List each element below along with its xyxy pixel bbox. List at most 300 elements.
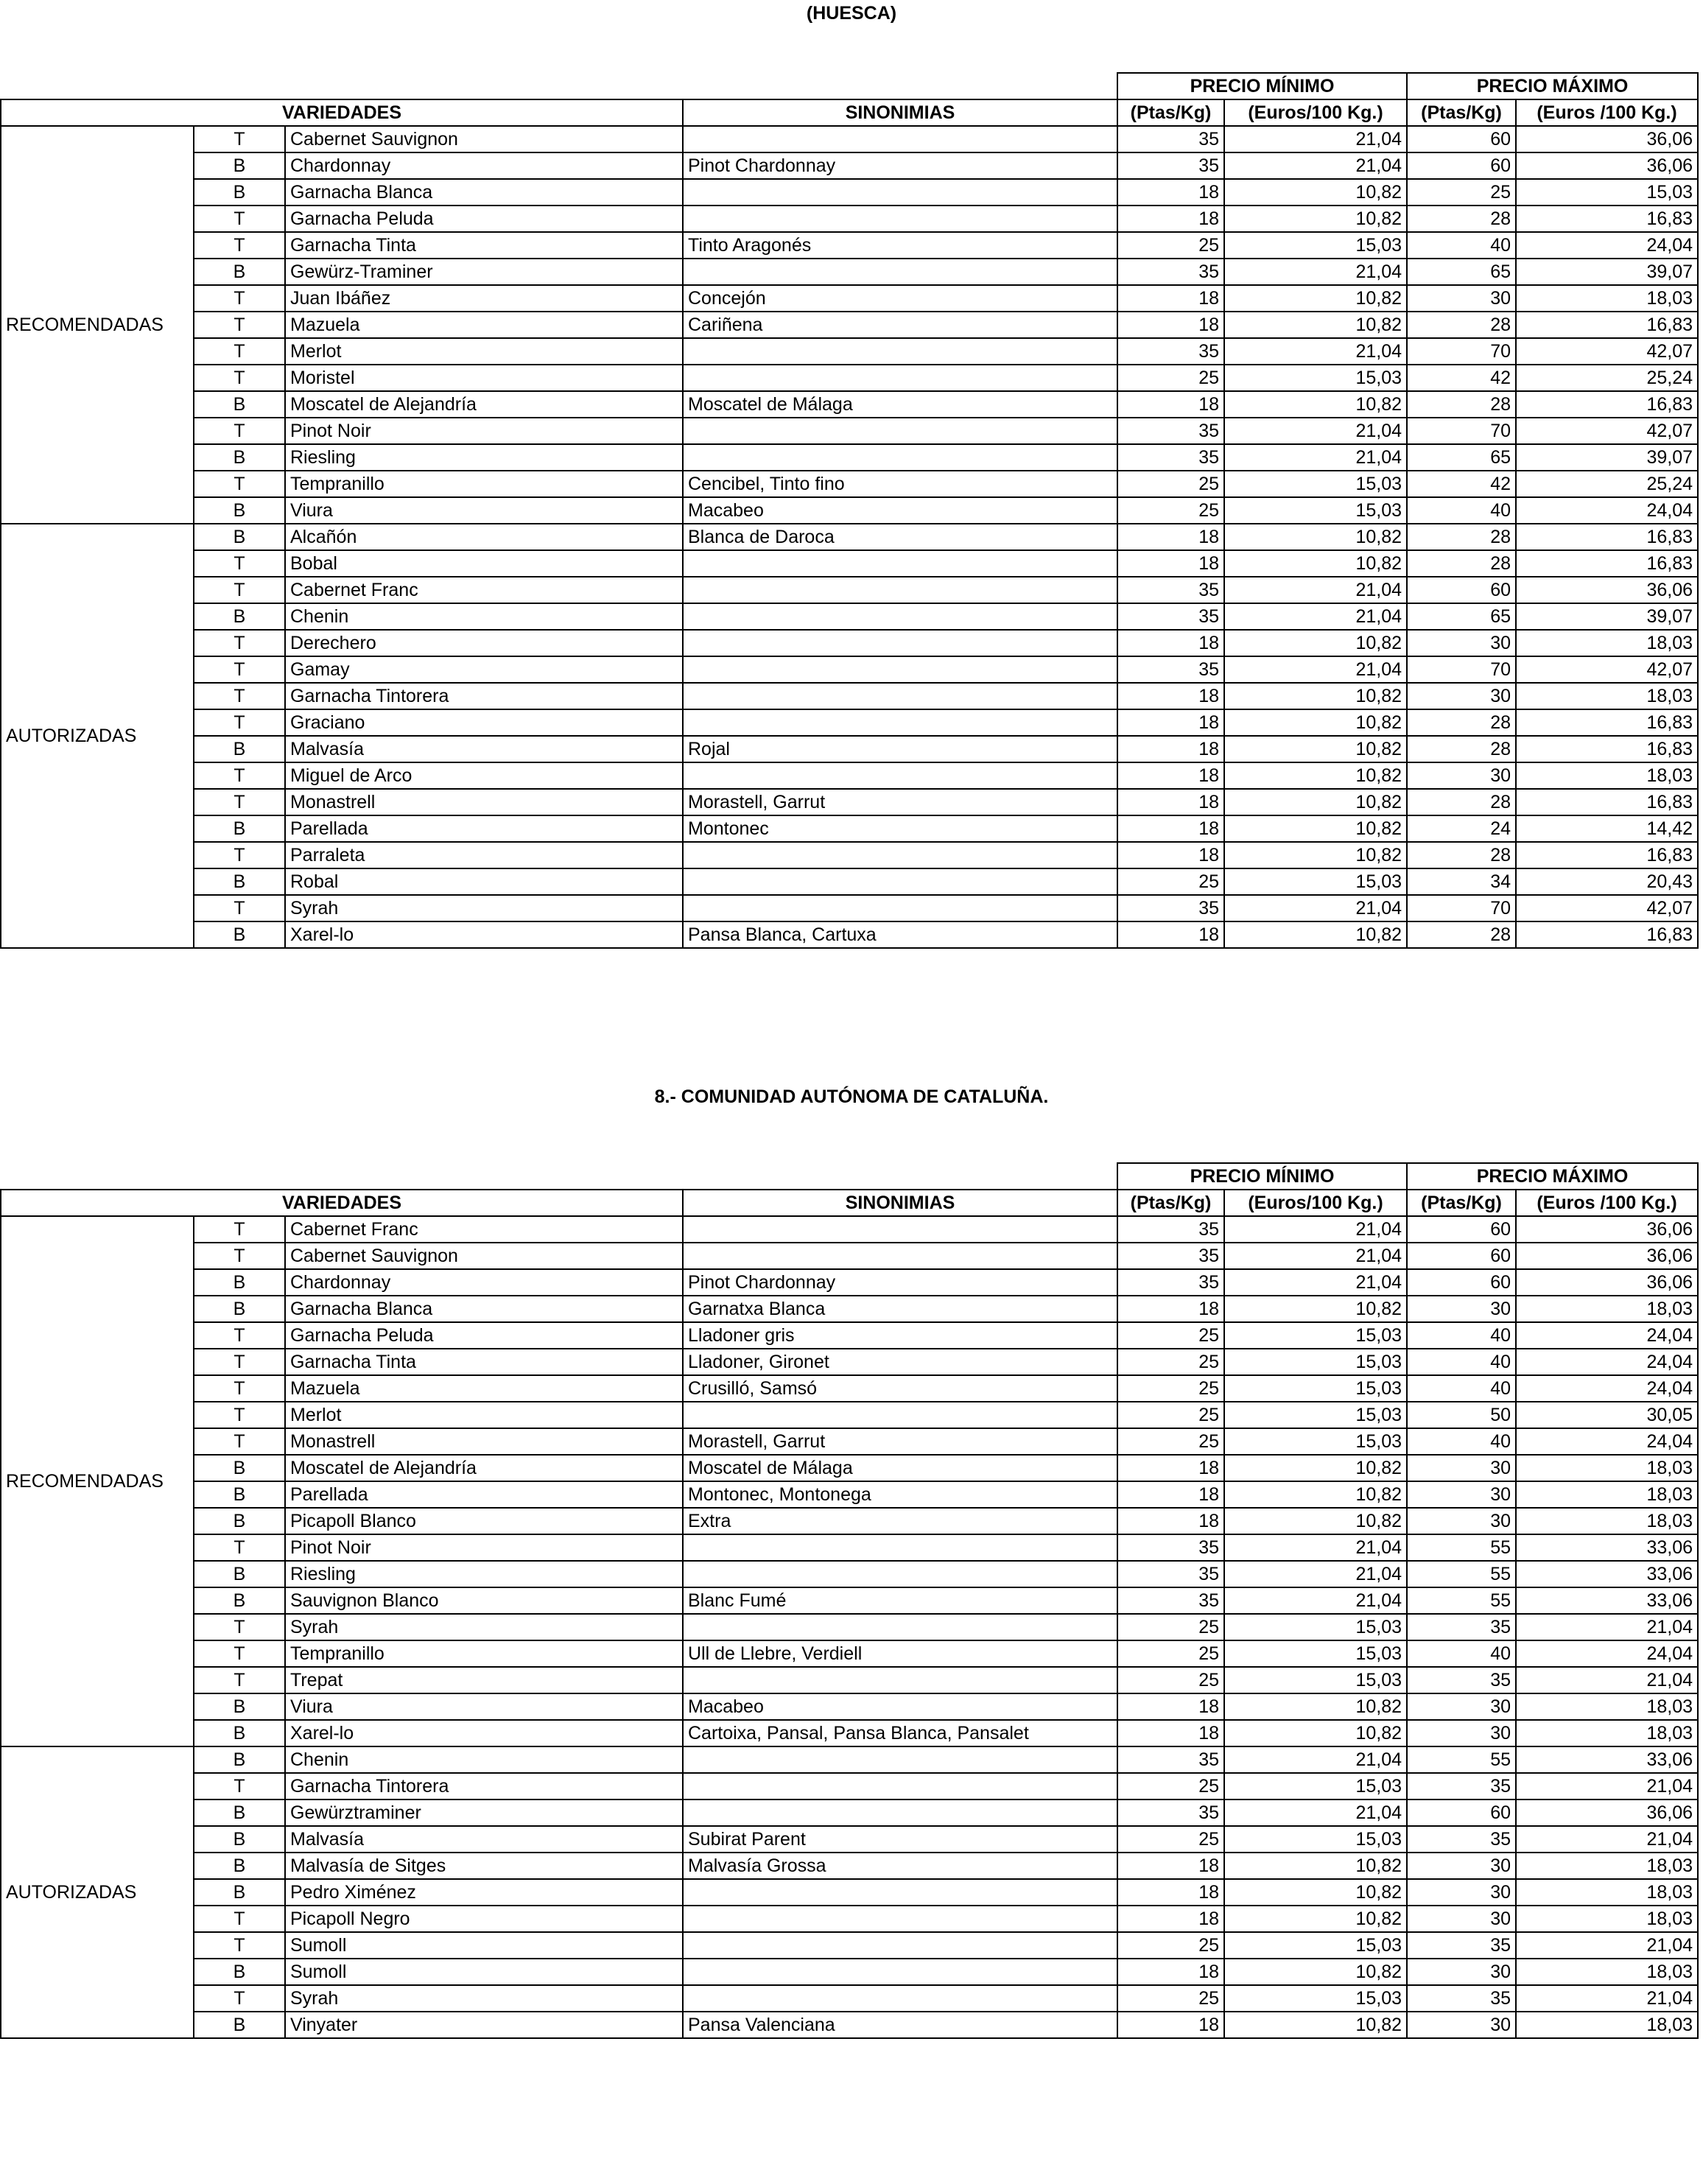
variety-name: Riesling bbox=[285, 444, 683, 471]
variety-name: Moscatel de Alejandría bbox=[285, 391, 683, 418]
euros-min-value: 15,03 bbox=[1224, 1402, 1407, 1428]
synonyms bbox=[683, 1746, 1117, 1773]
synonyms bbox=[683, 550, 1117, 577]
euros-min-value: 10,82 bbox=[1224, 2012, 1407, 2038]
color-code: B bbox=[194, 1481, 285, 1508]
table-row bbox=[1, 471, 1698, 497]
euros-min-value: 15,03 bbox=[1224, 1322, 1407, 1349]
price-table-cataluna bbox=[0, 1162, 1699, 2039]
euros-min-value: 15,03 bbox=[1224, 365, 1407, 391]
variety-name: Malvasía bbox=[285, 1826, 683, 1853]
euros-min-value: 10,82 bbox=[1224, 815, 1407, 842]
ptas-min-value: 25 bbox=[1117, 1349, 1224, 1375]
header-precio-maximo: PRECIO MÁXIMO bbox=[1407, 1163, 1698, 1190]
variety-name: Pinot Noir bbox=[285, 418, 683, 444]
ptas-max-value: 40 bbox=[1407, 1322, 1516, 1349]
table-row bbox=[1, 497, 1698, 524]
table-row bbox=[1, 1481, 1698, 1508]
ptas-max-value: 40 bbox=[1407, 1428, 1516, 1455]
euros-max-value: 21,04 bbox=[1516, 1932, 1698, 1959]
color-code: B bbox=[194, 736, 285, 762]
euros-max-value: 33,06 bbox=[1516, 1746, 1698, 1773]
euros-max-value: 16,83 bbox=[1516, 391, 1698, 418]
variety-name: Sumoll bbox=[285, 1959, 683, 1985]
table-row bbox=[1, 736, 1698, 762]
ptas-min-value: 18 bbox=[1117, 1906, 1224, 1932]
variety-name: Sumoll bbox=[285, 1932, 683, 1959]
header-row-price-groups bbox=[1, 1163, 1698, 1190]
synonyms bbox=[683, 338, 1117, 365]
ptas-max-value: 28 bbox=[1407, 312, 1516, 338]
variety-name: Viura bbox=[285, 1693, 683, 1720]
table-row bbox=[1, 206, 1698, 232]
ptas-max-value: 28 bbox=[1407, 524, 1516, 550]
synonyms: Concejón bbox=[683, 285, 1117, 312]
euros-min-value: 15,03 bbox=[1224, 1773, 1407, 1799]
ptas-min-value: 35 bbox=[1117, 1243, 1224, 1269]
variety-name: Miguel de Arco bbox=[285, 762, 683, 789]
ptas-max-value: 40 bbox=[1407, 1375, 1516, 1402]
table-row bbox=[1, 1906, 1698, 1932]
table-row bbox=[1, 1720, 1698, 1746]
synonyms bbox=[683, 1879, 1117, 1906]
ptas-max-value: 70 bbox=[1407, 895, 1516, 921]
table-row bbox=[1, 1826, 1698, 1853]
synonyms: Morastell, Garrut bbox=[683, 789, 1117, 815]
variety-name: Monastrell bbox=[285, 789, 683, 815]
euros-max-value: 15,03 bbox=[1516, 179, 1698, 206]
ptas-min-value: 35 bbox=[1117, 418, 1224, 444]
table-row bbox=[1, 1985, 1698, 2012]
variety-name: Malvasía bbox=[285, 736, 683, 762]
ptas-min-value: 25 bbox=[1117, 497, 1224, 524]
synonyms bbox=[683, 126, 1117, 152]
header-ptas-max: (Ptas/Kg) bbox=[1407, 1190, 1516, 1216]
euros-min-value: 10,82 bbox=[1224, 709, 1407, 736]
euros-min-value: 15,03 bbox=[1224, 1375, 1407, 1402]
color-code: T bbox=[194, 418, 285, 444]
table-row bbox=[1, 232, 1698, 259]
ptas-max-value: 70 bbox=[1407, 338, 1516, 365]
synonyms bbox=[683, 1561, 1117, 1587]
ptas-min-value: 25 bbox=[1117, 1932, 1224, 1959]
synonyms: Lladoner gris bbox=[683, 1322, 1117, 1349]
variety-name: Syrah bbox=[285, 895, 683, 921]
table-row bbox=[1, 789, 1698, 815]
color-code: T bbox=[194, 1243, 285, 1269]
ptas-max-value: 30 bbox=[1407, 1455, 1516, 1481]
euros-min-value: 21,04 bbox=[1224, 603, 1407, 630]
variety-name: Syrah bbox=[285, 1614, 683, 1640]
variety-name: Cabernet Franc bbox=[285, 577, 683, 603]
synonyms: Cartoixa, Pansal, Pansa Blanca, Pansalet bbox=[683, 1720, 1117, 1746]
color-code: T bbox=[194, 1667, 285, 1693]
euros-min-value: 21,04 bbox=[1224, 656, 1407, 683]
category-label: RECOMENDADAS bbox=[1, 126, 194, 524]
color-code: T bbox=[194, 206, 285, 232]
header-spacer bbox=[1, 1163, 1117, 1190]
variety-name: Garnacha Blanca bbox=[285, 1296, 683, 1322]
header-row-price-groups bbox=[1, 73, 1698, 99]
ptas-min-value: 35 bbox=[1117, 1587, 1224, 1614]
ptas-max-value: 30 bbox=[1407, 1296, 1516, 1322]
ptas-max-value: 60 bbox=[1407, 126, 1516, 152]
euros-min-value: 21,04 bbox=[1224, 259, 1407, 285]
ptas-min-value: 18 bbox=[1117, 736, 1224, 762]
euros-max-value: 18,03 bbox=[1516, 1959, 1698, 1985]
synonyms bbox=[683, 895, 1117, 921]
ptas-min-value: 35 bbox=[1117, 1534, 1224, 1561]
euros-max-value: 42,07 bbox=[1516, 418, 1698, 444]
synonyms bbox=[683, 1216, 1117, 1243]
color-code: B bbox=[194, 1455, 285, 1481]
euros-min-value: 21,04 bbox=[1224, 338, 1407, 365]
synonyms bbox=[683, 656, 1117, 683]
category-label: AUTORIZADAS bbox=[1, 524, 194, 948]
euros-max-value: 42,07 bbox=[1516, 338, 1698, 365]
table-row bbox=[1, 1667, 1698, 1693]
table-row bbox=[1, 762, 1698, 789]
synonyms bbox=[683, 842, 1117, 868]
table-row bbox=[1, 312, 1698, 338]
ptas-min-value: 35 bbox=[1117, 1216, 1224, 1243]
ptas-max-value: 40 bbox=[1407, 232, 1516, 259]
ptas-min-value: 18 bbox=[1117, 1720, 1224, 1746]
variety-name: Parellada bbox=[285, 815, 683, 842]
ptas-min-value: 18 bbox=[1117, 842, 1224, 868]
euros-max-value: 21,04 bbox=[1516, 1773, 1698, 1799]
synonyms: Blanca de Daroca bbox=[683, 524, 1117, 550]
header-sinonimias: SINONIMIAS bbox=[683, 99, 1117, 126]
header-variedades: VARIEDADES bbox=[1, 1190, 683, 1216]
ptas-min-value: 25 bbox=[1117, 1640, 1224, 1667]
euros-max-value: 36,06 bbox=[1516, 1216, 1698, 1243]
table-row bbox=[1, 603, 1698, 630]
ptas-min-value: 18 bbox=[1117, 630, 1224, 656]
table-row bbox=[1, 1587, 1698, 1614]
ptas-min-value: 35 bbox=[1117, 656, 1224, 683]
color-code: B bbox=[194, 921, 285, 948]
table-row bbox=[1, 577, 1698, 603]
euros-max-value: 18,03 bbox=[1516, 285, 1698, 312]
euros-max-value: 16,83 bbox=[1516, 736, 1698, 762]
euros-max-value: 16,83 bbox=[1516, 789, 1698, 815]
euros-max-value: 21,04 bbox=[1516, 1826, 1698, 1853]
synonyms: Blanc Fumé bbox=[683, 1587, 1117, 1614]
euros-min-value: 10,82 bbox=[1224, 1720, 1407, 1746]
table-row bbox=[1, 1349, 1698, 1375]
ptas-max-value: 60 bbox=[1407, 1216, 1516, 1243]
synonyms: Pinot Chardonnay bbox=[683, 152, 1117, 179]
color-code: T bbox=[194, 1216, 285, 1243]
color-code: T bbox=[194, 1614, 285, 1640]
ptas-max-value: 70 bbox=[1407, 418, 1516, 444]
euros-min-value: 21,04 bbox=[1224, 1561, 1407, 1587]
ptas-min-value: 35 bbox=[1117, 259, 1224, 285]
ptas-max-value: 30 bbox=[1407, 1720, 1516, 1746]
ptas-max-value: 35 bbox=[1407, 1773, 1516, 1799]
table-row bbox=[1, 550, 1698, 577]
table-row bbox=[1, 656, 1698, 683]
ptas-max-value: 30 bbox=[1407, 1879, 1516, 1906]
variety-name: Gewürztraminer bbox=[285, 1799, 683, 1826]
color-code: B bbox=[194, 1693, 285, 1720]
synonyms: Rojal bbox=[683, 736, 1117, 762]
ptas-max-value: 42 bbox=[1407, 471, 1516, 497]
ptas-max-value: 30 bbox=[1407, 1693, 1516, 1720]
ptas-min-value: 18 bbox=[1117, 789, 1224, 815]
synonyms bbox=[683, 1534, 1117, 1561]
euros-min-value: 21,04 bbox=[1224, 1799, 1407, 1826]
ptas-max-value: 60 bbox=[1407, 577, 1516, 603]
table-row bbox=[1, 1932, 1698, 1959]
table-row bbox=[1, 524, 1698, 550]
color-code: T bbox=[194, 1349, 285, 1375]
synonyms: Moscatel de Málaga bbox=[683, 391, 1117, 418]
euros-max-value: 18,03 bbox=[1516, 683, 1698, 709]
euros-min-value: 10,82 bbox=[1224, 285, 1407, 312]
euros-min-value: 21,04 bbox=[1224, 895, 1407, 921]
euros-min-value: 21,04 bbox=[1224, 1243, 1407, 1269]
euros-min-value: 10,82 bbox=[1224, 391, 1407, 418]
color-code: B bbox=[194, 391, 285, 418]
euros-min-value: 10,82 bbox=[1224, 1455, 1407, 1481]
euros-max-value: 39,07 bbox=[1516, 259, 1698, 285]
variety-name: Viura bbox=[285, 497, 683, 524]
header-ptas-min: (Ptas/Kg) bbox=[1117, 99, 1224, 126]
ptas-max-value: 28 bbox=[1407, 206, 1516, 232]
section-title-huesca: (HUESCA) bbox=[806, 3, 897, 24]
price-table-huesca bbox=[0, 72, 1699, 949]
synonyms: Cariñena bbox=[683, 312, 1117, 338]
color-code: T bbox=[194, 338, 285, 365]
euros-min-value: 10,82 bbox=[1224, 683, 1407, 709]
table-row bbox=[1, 1322, 1698, 1349]
ptas-min-value: 35 bbox=[1117, 338, 1224, 365]
ptas-min-value: 18 bbox=[1117, 1508, 1224, 1534]
synonyms bbox=[683, 1906, 1117, 1932]
color-code: T bbox=[194, 1534, 285, 1561]
euros-max-value: 18,03 bbox=[1516, 1455, 1698, 1481]
ptas-min-value: 18 bbox=[1117, 1481, 1224, 1508]
synonyms: Pinot Chardonnay bbox=[683, 1269, 1117, 1296]
euros-max-value: 18,03 bbox=[1516, 2012, 1698, 2038]
color-code: B bbox=[194, 1826, 285, 1853]
synonyms: Pansa Blanca, Cartuxa bbox=[683, 921, 1117, 948]
synonyms bbox=[683, 709, 1117, 736]
color-code: T bbox=[194, 1985, 285, 2012]
color-code: B bbox=[194, 1853, 285, 1879]
color-code: B bbox=[194, 1296, 285, 1322]
header-euros-max: (Euros /100 Kg.) bbox=[1516, 1190, 1698, 1216]
ptas-min-value: 35 bbox=[1117, 577, 1224, 603]
synonyms: Montonec bbox=[683, 815, 1117, 842]
variety-name: Derechero bbox=[285, 630, 683, 656]
synonyms bbox=[683, 1799, 1117, 1826]
color-code: T bbox=[194, 789, 285, 815]
euros-max-value: 16,83 bbox=[1516, 206, 1698, 232]
euros-max-value: 20,43 bbox=[1516, 868, 1698, 895]
ptas-min-value: 25 bbox=[1117, 1826, 1224, 1853]
synonyms bbox=[683, 1402, 1117, 1428]
euros-min-value: 10,82 bbox=[1224, 1481, 1407, 1508]
euros-min-value: 10,82 bbox=[1224, 312, 1407, 338]
ptas-max-value: 28 bbox=[1407, 550, 1516, 577]
ptas-min-value: 18 bbox=[1117, 1959, 1224, 1985]
category-label: AUTORIZADAS bbox=[1, 1746, 194, 2038]
euros-max-value: 18,03 bbox=[1516, 762, 1698, 789]
euros-max-value: 18,03 bbox=[1516, 1720, 1698, 1746]
variety-name: Chardonnay bbox=[285, 1269, 683, 1296]
euros-max-value: 18,03 bbox=[1516, 1906, 1698, 1932]
euros-max-value: 16,83 bbox=[1516, 524, 1698, 550]
euros-max-value: 24,04 bbox=[1516, 1640, 1698, 1667]
ptas-min-value: 18 bbox=[1117, 550, 1224, 577]
color-code: T bbox=[194, 762, 285, 789]
synonyms bbox=[683, 1932, 1117, 1959]
euros-min-value: 15,03 bbox=[1224, 1932, 1407, 1959]
euros-min-value: 15,03 bbox=[1224, 1985, 1407, 2012]
variety-name: Bobal bbox=[285, 550, 683, 577]
euros-max-value: 18,03 bbox=[1516, 630, 1698, 656]
euros-max-value: 18,03 bbox=[1516, 1508, 1698, 1534]
header-euros-min: (Euros/100 Kg.) bbox=[1224, 1190, 1407, 1216]
synonyms bbox=[683, 630, 1117, 656]
table-row bbox=[1, 1508, 1698, 1534]
table-row bbox=[1, 1216, 1698, 1243]
synonyms: Morastell, Garrut bbox=[683, 1428, 1117, 1455]
synonyms bbox=[683, 1959, 1117, 1985]
color-code: B bbox=[194, 497, 285, 524]
ptas-max-value: 35 bbox=[1407, 1985, 1516, 2012]
color-code: T bbox=[194, 126, 285, 152]
color-code: B bbox=[194, 815, 285, 842]
table-row bbox=[1, 1959, 1698, 1985]
euros-max-value: 24,04 bbox=[1516, 232, 1698, 259]
synonyms: Ull de Llebre, Verdiell bbox=[683, 1640, 1117, 1667]
euros-max-value: 33,06 bbox=[1516, 1534, 1698, 1561]
table-row bbox=[1, 1693, 1698, 1720]
euros-min-value: 15,03 bbox=[1224, 497, 1407, 524]
variety-name: Parellada bbox=[285, 1481, 683, 1508]
ptas-min-value: 25 bbox=[1117, 1614, 1224, 1640]
ptas-max-value: 40 bbox=[1407, 1640, 1516, 1667]
variety-name: Graciano bbox=[285, 709, 683, 736]
euros-max-value: 21,04 bbox=[1516, 1614, 1698, 1640]
ptas-min-value: 18 bbox=[1117, 1693, 1224, 1720]
ptas-max-value: 30 bbox=[1407, 1481, 1516, 1508]
table-row bbox=[1, 1402, 1698, 1428]
table-row bbox=[1, 842, 1698, 868]
euros-min-value: 10,82 bbox=[1224, 1959, 1407, 1985]
variety-name: Robal bbox=[285, 868, 683, 895]
ptas-min-value: 25 bbox=[1117, 1402, 1224, 1428]
table-row bbox=[1, 630, 1698, 656]
color-code: B bbox=[194, 1879, 285, 1906]
color-code: T bbox=[194, 1428, 285, 1455]
ptas-min-value: 35 bbox=[1117, 444, 1224, 471]
euros-min-value: 21,04 bbox=[1224, 577, 1407, 603]
ptas-max-value: 35 bbox=[1407, 1667, 1516, 1693]
color-code: T bbox=[194, 1773, 285, 1799]
variety-name: Cabernet Sauvignon bbox=[285, 1243, 683, 1269]
ptas-max-value: 30 bbox=[1407, 1906, 1516, 1932]
euros-min-value: 21,04 bbox=[1224, 418, 1407, 444]
euros-min-value: 21,04 bbox=[1224, 126, 1407, 152]
ptas-max-value: 30 bbox=[1407, 1853, 1516, 1879]
table-row bbox=[1, 1879, 1698, 1906]
ptas-max-value: 50 bbox=[1407, 1402, 1516, 1428]
ptas-max-value: 55 bbox=[1407, 1746, 1516, 1773]
ptas-min-value: 35 bbox=[1117, 603, 1224, 630]
color-code: T bbox=[194, 656, 285, 683]
ptas-max-value: 28 bbox=[1407, 709, 1516, 736]
variety-name: Gewürz-Traminer bbox=[285, 259, 683, 285]
variety-name: Pedro Ximénez bbox=[285, 1879, 683, 1906]
ptas-max-value: 25 bbox=[1407, 179, 1516, 206]
variety-name: Xarel-lo bbox=[285, 1720, 683, 1746]
euros-min-value: 10,82 bbox=[1224, 550, 1407, 577]
color-code: B bbox=[194, 1746, 285, 1773]
ptas-min-value: 35 bbox=[1117, 1269, 1224, 1296]
color-code: T bbox=[194, 842, 285, 868]
table-row bbox=[1, 895, 1698, 921]
euros-min-value: 15,03 bbox=[1224, 868, 1407, 895]
synonyms: Montonec, Montonega bbox=[683, 1481, 1117, 1508]
table-row bbox=[1, 683, 1698, 709]
ptas-max-value: 35 bbox=[1407, 1614, 1516, 1640]
variety-name: Merlot bbox=[285, 1402, 683, 1428]
variety-name: Syrah bbox=[285, 1985, 683, 2012]
ptas-min-value: 35 bbox=[1117, 1746, 1224, 1773]
euros-max-value: 18,03 bbox=[1516, 1879, 1698, 1906]
euros-max-value: 16,83 bbox=[1516, 842, 1698, 868]
variety-name: Moristel bbox=[285, 365, 683, 391]
euros-max-value: 39,07 bbox=[1516, 444, 1698, 471]
color-code: T bbox=[194, 683, 285, 709]
ptas-min-value: 18 bbox=[1117, 815, 1224, 842]
ptas-max-value: 30 bbox=[1407, 2012, 1516, 2038]
color-code: T bbox=[194, 1402, 285, 1428]
ptas-max-value: 28 bbox=[1407, 842, 1516, 868]
ptas-min-value: 35 bbox=[1117, 152, 1224, 179]
ptas-min-value: 18 bbox=[1117, 312, 1224, 338]
ptas-min-value: 18 bbox=[1117, 921, 1224, 948]
ptas-max-value: 28 bbox=[1407, 736, 1516, 762]
table-row bbox=[1, 1614, 1698, 1640]
category-label: RECOMENDADAS bbox=[1, 1216, 194, 1746]
table-row bbox=[1, 1243, 1698, 1269]
variety-name: Picapoll Negro bbox=[285, 1906, 683, 1932]
euros-max-value: 18,03 bbox=[1516, 1481, 1698, 1508]
variety-name: Monastrell bbox=[285, 1428, 683, 1455]
ptas-min-value: 35 bbox=[1117, 1561, 1224, 1587]
euros-max-value: 42,07 bbox=[1516, 656, 1698, 683]
euros-min-value: 15,03 bbox=[1224, 1640, 1407, 1667]
synonyms: Crusilló, Samsó bbox=[683, 1375, 1117, 1402]
euros-max-value: 33,06 bbox=[1516, 1561, 1698, 1587]
euros-max-value: 16,83 bbox=[1516, 550, 1698, 577]
euros-min-value: 10,82 bbox=[1224, 789, 1407, 815]
euros-max-value: 24,04 bbox=[1516, 1349, 1698, 1375]
ptas-max-value: 34 bbox=[1407, 868, 1516, 895]
euros-min-value: 10,82 bbox=[1224, 921, 1407, 948]
variety-name: Juan Ibáñez bbox=[285, 285, 683, 312]
euros-min-value: 10,82 bbox=[1224, 524, 1407, 550]
variety-name: Garnacha Peluda bbox=[285, 1322, 683, 1349]
color-code: T bbox=[194, 471, 285, 497]
color-code: T bbox=[194, 312, 285, 338]
